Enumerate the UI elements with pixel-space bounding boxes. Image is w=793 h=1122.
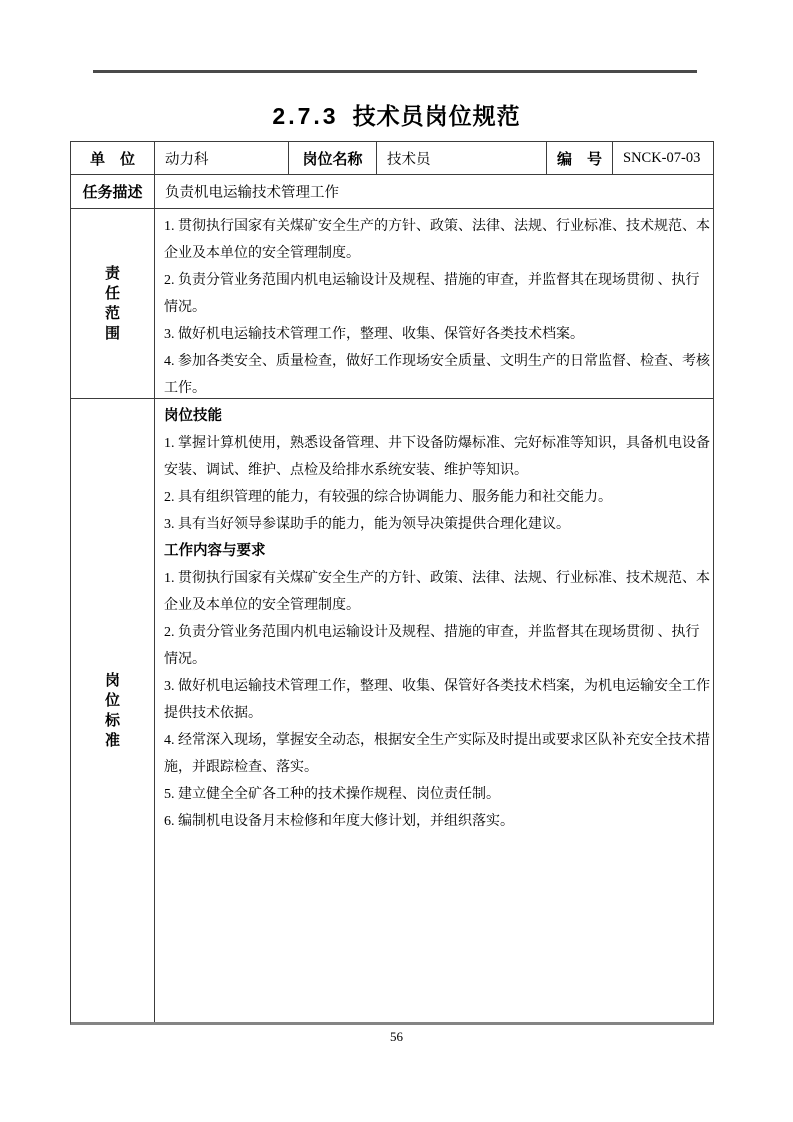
- list-item: 4. 经常深入现场，掌握安全动态，根据安全生产实际及时提出或要求区队补充安全技术措施，并跟踪检查、落实。: [164, 733, 710, 775]
- document-title: [0, 98, 793, 131]
- responsibility-label: 责任范围: [104, 264, 120, 342]
- title-text: 技术员岗位规范: [352, 103, 521, 129]
- standard-content: [155, 399, 713, 1022]
- standard-label: 岗位标准: [104, 671, 120, 749]
- table-row-header: [71, 142, 713, 175]
- unit-value-cell: 动力科: [155, 142, 289, 174]
- unit-label-cell: 单 位: [71, 142, 155, 174]
- list-item: 5. 建立健全全矿各工种的技术操作规程、岗位责任制。: [164, 787, 500, 802]
- list-item: 2. 负责分管业务范围内机电运输设计及规程、措施的审查，并监督其在现场贯彻 、执行情况。: [164, 625, 700, 667]
- list-item: 3. 做好机电运输技术管理工作，整理、收集、保管好各类技术档案，为机电运输安全工作提供技术依据。: [164, 679, 710, 721]
- work-list: [164, 565, 711, 835]
- list-item: 1. 贯彻执行国家有关煤矿安全生产的方针、政策、法律、法规、行业标准、技术规范、本企业及本单位的安全管理制度。: [164, 219, 710, 261]
- title-number: 2.7.3: [272, 103, 339, 129]
- standard-label-cell: [71, 399, 155, 1022]
- skill-heading: 岗位技能: [164, 408, 222, 424]
- page-number: 56: [390, 1029, 403, 1044]
- list-item: 3. 做好机电运输技术管理工作，整理、收集、保管好各类技术档案。: [164, 327, 584, 342]
- task-desc-label-cell: 任务描述: [71, 175, 155, 208]
- table-row-responsibility: [71, 209, 713, 399]
- responsibility-label-cell: [71, 209, 155, 398]
- responsibility-content: [155, 209, 713, 398]
- list-item: 2. 具有组织管理的能力，有较强的综合协调能力、服务能力和社交能力。: [164, 490, 612, 505]
- code-value-cell: SNCK-07-03: [623, 149, 701, 166]
- list-item: 3. 具有当好领导参谋助手的能力，能为领导决策提供合理化建议。: [164, 517, 570, 532]
- list-item: 4. 参加各类安全、质量检查，做好工作现场安全质量、文明生产的日常监督、检查、考核工作。: [164, 354, 710, 396]
- task-desc-value-cell: 负责机电运输技术管理工作: [165, 185, 339, 201]
- list-item: 1. 掌握计算机使用，熟悉设备管理、井下设备防爆标准、完好标准等知识，具备机电设备安装、调试、维护、点检及给排水系统安装、维护等知识。: [164, 436, 710, 478]
- list-item: 6. 编制机电设备月末检修和年度大修计划，并组织落实。: [164, 814, 514, 829]
- position-name-label-cell: 岗位名称: [289, 142, 377, 174]
- work-heading: 工作内容与要求: [164, 543, 266, 559]
- header-rule: [93, 70, 697, 73]
- skill-list: [164, 430, 711, 538]
- job-spec-table: [70, 141, 714, 1025]
- code-label-cell: 编 号: [547, 142, 613, 174]
- table-row-standard: [71, 399, 713, 1022]
- list-item: 1. 贯彻执行国家有关煤矿安全生产的方针、政策、法律、法规、行业标准、技术规范、本企业及本单位的安全管理制度。: [164, 571, 710, 613]
- list-item: 2. 负责分管业务范围内机电运输设计及规程、措施的审查，并监督其在现场贯彻 、执行情况。: [164, 273, 700, 315]
- position-name-value-cell: 技术员: [377, 142, 547, 174]
- table-row-task: [71, 175, 713, 209]
